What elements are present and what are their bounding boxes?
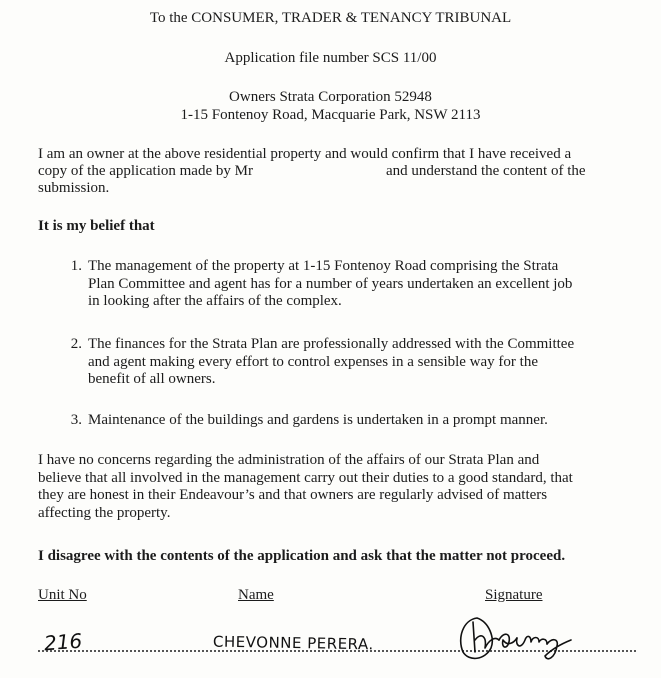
intro-line-3: submission. — [38, 180, 110, 196]
item-text-line: Plan Committee and agent has for a number of years undertaken an excellent job — [88, 275, 573, 292]
belief-heading: It is my belief that — [38, 218, 155, 234]
item-number: 1. — [70, 258, 82, 274]
intro-line-1: I am an owner at the above residential property and would confirm that I have received a — [38, 146, 572, 162]
signature-header: Signature — [485, 587, 543, 603]
item-text-line: benefit of all owners. — [88, 371, 216, 387]
handwritten-name: CHEVONNE PERERA. — [212, 632, 374, 654]
concerns-line: I have no concerns regarding the administration of the affairs of our Strata Plan and — [38, 452, 540, 468]
concerns-line: they are honest in their Endeavour’s and that owners are regularly advised of matters — [38, 487, 548, 503]
item-text — [88, 412, 628, 430]
intro-line-2 — [38, 163, 638, 181]
intro-line-2-start: copy of the application made by Mr — [38, 163, 253, 179]
concerns-line: believe that all involved in the management carry out their duties to a good standard, that — [38, 469, 573, 486]
item-text — [88, 258, 628, 311]
handwritten-unit-no: 216 — [43, 628, 83, 656]
address: 1-15 Fontenoy Road, Macquarie Park, NSW 2113 — [180, 107, 481, 123]
item-text-line: Maintenance of the buildings and gardens is undertaken in a prompt manner. — [88, 412, 548, 428]
concerns-line: affecting the property. — [38, 504, 171, 521]
concerns-paragraph — [38, 452, 638, 522]
disagree-statement: I disagree with the contents of the application and ask that the matter not proceed. — [38, 548, 566, 564]
item-text-line: The finances for the Strata Plan are professionally addressed with the Committee — [88, 336, 575, 352]
item-number: 3. — [70, 412, 82, 428]
addressee: To the CONSUMER, TRADER & TENANCY TRIBUNAL — [149, 10, 512, 26]
corporation: Owners Strata Corporation 52948 — [229, 89, 432, 105]
unit-no-header: Unit No — [38, 587, 87, 603]
item-text-line: The management of the property at 1-15 Fontenoy Road comprising the Strata — [88, 258, 559, 274]
item-text-line: and agent making every effort to control expenses in a sensible way for the — [88, 353, 538, 370]
file-number: Application file number SCS 11/00 — [224, 50, 437, 66]
handwritten-signature — [455, 610, 585, 665]
item-number: 2. — [70, 336, 82, 352]
item-text-line: in looking after the affairs of the complex. — [88, 293, 342, 309]
intro-line-2-end: and understand the content of the — [386, 163, 586, 179]
name-header: Name — [238, 587, 274, 603]
item-text — [88, 336, 628, 389]
